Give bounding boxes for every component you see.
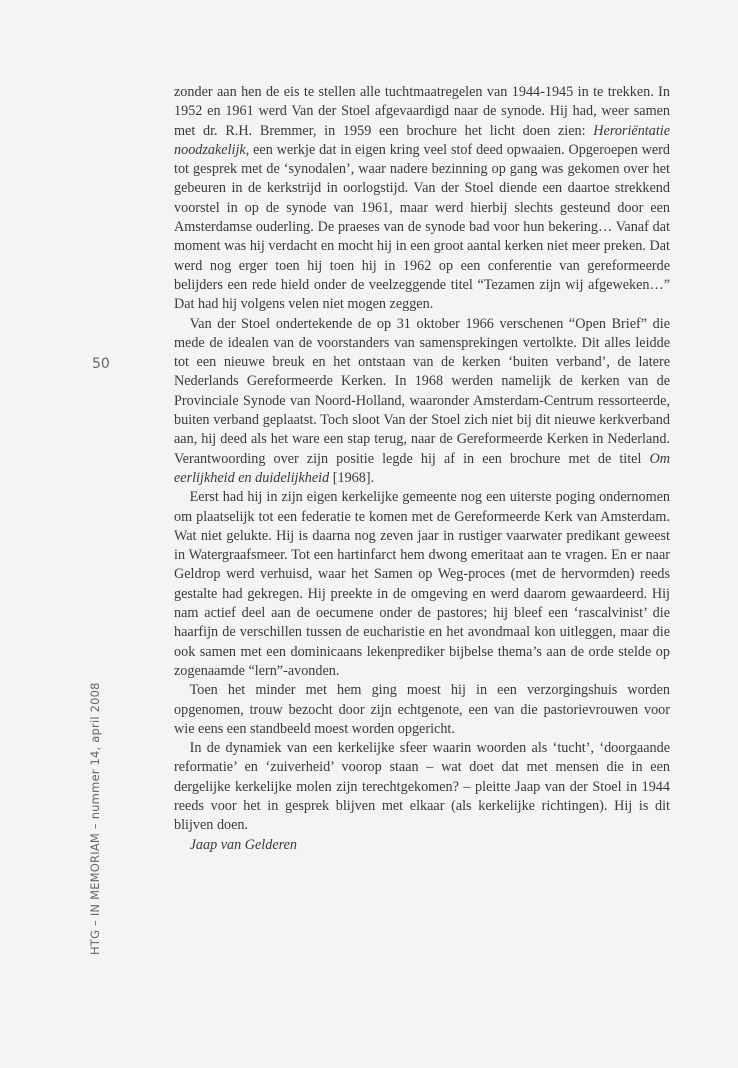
paragraph-4: Toen het minder met hem ging moest hij in een verzorgingshuis worden opgenomen, trouw bezocht door zijn echtgenote, een van die pastorievrouwen voor wie eens een standbeeld moest worden opgericht.	[174, 682, 670, 737]
paragraph-5: In de dynamiek van een kerkelijke sfeer waarin woorden als ‘tucht’, ‘doorgaande reformatie’ en ‘zuiverheid’ voorop staan – wat doet dat met mensen die in een dergelijke kerkelijke molen zijn terechtgekomen? – pleitte Jaap van der Stoel in 1944 reeds voor het in gesprek blijven met elkaar (als kerkelijke richtingen). Hij is dit blijven doen.	[174, 740, 670, 834]
paragraph-1-text-b: , een werkje dat in eigen kring veel stof deed opwaaien. Opgeroepen werd tot gesprek met de ‘synodalen’, waar nadere bezinning op gang was gekomen over het gebeuren in de kerkstrijd in oorlogstijd. Van der Stoel diende een daartoe strekkend voorstel in op de synode van 1961, maar werd hierbij slechts gesteund door een Amsterdamse ouderling. De praeses van de synode bad voor hun bekering… Vanaf dat moment was hij verdacht en mocht hij in een groot aantal kerken niet meer preken. Dat werd nog erger toen hij toen hij in 1962 op een conferentie van gereformeerde belijders een rede hield onder de veelzeggende titel “Tezamen zijn wij afgeweken…” Dat had hij volgens velen niet mogen zeggen.	[174, 141, 670, 313]
paragraph-2-text-a: Van der Stoel ondertekende de op 31 oktober 1966 verschenen “Open Brief” die mede de idealen van de voorstanders van samensprekingen vertolkte. Dit alles leidde tot een nieuwe breuk en het ontstaan van de kerken ‘buiten verband’, de latere Nederlands Gereformeerde Kerken. In 1968 werden namelijk de kerken van de Provinciale Synode van Noord-Holland, waaronder Amsterdam-Centrum ressorteerde, buiten verband geplaatst. Toch sloot Van der Stoel zich niet bij dit nieuwe kerkverband aan, hij deed als het ware een stap terug, naar de Gereformeerde Kerken in Nederland. Verantwoording over zijn positie legde hij af in een brochure met de titel	[174, 315, 670, 467]
paragraph-1	[174, 83, 670, 315]
paragraph-2-text-b: [1968].	[329, 469, 375, 486]
brochure-title-1: Heroriëntatie noodzakelijk	[174, 122, 670, 158]
running-head: HTG – IN MEMORIAM – nummer 14, april 2008	[88, 682, 102, 955]
article-body	[174, 83, 670, 855]
brochure-title-2: Om eerlijkheid en duidelijkheid	[174, 450, 670, 486]
author-signature: Jaap van Gelderen	[189, 836, 298, 853]
paragraph-1-text-a: zonder aan hen de eis te stellen alle tuchtmaatregelen van 1944-1945 in te trekken. In 1952 en 1961 werd Van der Stoel afgevaardigd naar de synode. Hij had, weer samen met dr. R.H. Bremmer, in 1959 een brochure het licht doen zien:	[174, 84, 670, 139]
paragraph-3: Eerst had hij in zijn eigen kerkelijke gemeente nog een uiterste poging ondernomen om plaatselijk tot een federatie te komen met de Gereformeerde Kerk van Amsterdam. Wat niet gelukte. Hij is daarna nog zeven jaar in rustiger vaarwater predikant geweest in Watergraafsmeer. Tot een hartinfarct hem dwong emeritaat aan te vragen. En er naar Geldrop werd verhuisd, waar het Samen op Weg-proces (met de hervormden) reeds gestalte had gekregen. Hij preekte in de omgeving en werd daarom gewaardeerd. Hij nam actief deel aan de oecumene onder de pastores; hij bleef een ‘rascalvinist’ die haarfijn de verschillen tussen de eucharistie en het avondmaal kon uitleggen, maar die ook samen met een dominicaans lekenprediker bijbelse thema’s aan de orde stelde op zogenaamde “lern”-avonden.	[174, 489, 670, 679]
paragraph-2	[174, 315, 670, 489]
page-number: 50	[92, 356, 110, 372]
